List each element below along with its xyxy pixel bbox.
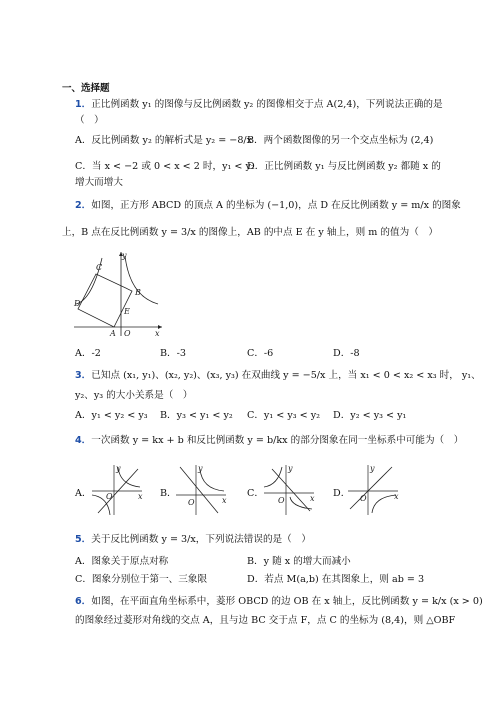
q2-label-y: y bbox=[122, 251, 127, 260]
q3-option-a: A．y₁ < y₂ < y₃ bbox=[75, 410, 148, 421]
q2-square-abcd bbox=[78, 274, 132, 327]
q2-figure bbox=[74, 248, 174, 338]
q2-label-e: E bbox=[124, 307, 130, 316]
q3-line2: y₂、y₃ 的大小关系是（ ） bbox=[75, 390, 193, 401]
q4c-curve-1 bbox=[290, 497, 312, 509]
q5-line1: 关于反比例函数 y = 3/x，下列说法错误的是（ ） bbox=[91, 534, 311, 545]
q4b-curve-1 bbox=[200, 469, 224, 491]
q4-graph-a bbox=[90, 463, 144, 517]
q2-label-o: O bbox=[124, 329, 131, 338]
q2-hyperbola-right bbox=[125, 256, 158, 304]
q5-option-a: A．图象关于原点对称 bbox=[75, 556, 169, 567]
q2-label-x: x bbox=[155, 329, 160, 338]
q1-option-a: A．反比例函数 y₂ 的解析式是 y₂ = −8/x bbox=[75, 135, 253, 146]
q2-label-b: B bbox=[135, 288, 141, 297]
q6-line1: 如图，在平面直角坐标系中，菱形 OBCD 的边 OB 在 x 轴上，反比例函数 y = k/x (x > 0) bbox=[91, 596, 483, 607]
q4b-label-x: x bbox=[222, 496, 227, 505]
q2-label-d: D bbox=[74, 299, 81, 308]
q4-option-b-label: B． bbox=[160, 488, 177, 499]
q4d-label-x: x bbox=[394, 492, 399, 501]
q4-option-c-label: C． bbox=[247, 488, 264, 499]
q3-stem bbox=[75, 369, 481, 382]
q2-option-b: B．-3 bbox=[160, 348, 186, 359]
q4a-label-y: y bbox=[116, 464, 121, 473]
q2-number: 2． bbox=[75, 200, 92, 211]
q3-option-d: D．y₂ < y₃ < y₁ bbox=[333, 410, 407, 421]
q4c-label-x: x bbox=[310, 494, 315, 503]
q4-option-d-label: D． bbox=[333, 488, 351, 499]
q6-line2: 的图象经过菱形对角线的交点 A，且与边 BC 交于点 F，点 C 的坐标为 (8,4)，则 △OBF bbox=[75, 615, 456, 626]
q4b-label-o: O bbox=[188, 498, 195, 507]
q2-option-c: C．-6 bbox=[247, 348, 274, 359]
q5-number: 5． bbox=[75, 534, 92, 545]
q6-number: 6． bbox=[75, 596, 92, 607]
q3-number: 3． bbox=[75, 370, 92, 381]
q5-option-d: D．若点 M(a,b) 在其图象上，则 ab = 3 bbox=[247, 574, 425, 585]
q1-option-d-cont: 增大而增大 bbox=[75, 177, 123, 188]
q1-option-d: D．正比例函数 y₁ 与反比例函数 y₂ 都随 x 的 bbox=[247, 161, 441, 172]
q1-line2: （ ） bbox=[75, 115, 104, 126]
q4-graph-d bbox=[346, 463, 400, 517]
q2-line1: 如图，正方形 ABCD 的顶点 A 的坐标为 (−1,0)，点 D 在反比例函数 y = m/x 的图象 bbox=[91, 200, 461, 211]
q2-label-a: A bbox=[110, 329, 116, 338]
q4-option-a-label: A． bbox=[75, 488, 92, 499]
q1-number: 1． bbox=[75, 99, 92, 110]
q4b-label-y: y bbox=[198, 464, 203, 473]
q4-line1: 一次函数 y = kx + b 和反比例函数 y = b/kx 的部分图象在同一坐标系中可能为（ ） bbox=[91, 435, 464, 446]
q5-stem bbox=[75, 533, 311, 546]
q4a-label-o: O bbox=[106, 492, 113, 501]
q1-line1: 正比例函数 y₁ 的图像与反比例函数 y₂ 的图像相交于点 A(2,4)，下列说法正确的是 bbox=[91, 99, 443, 110]
q2-line2: 上，B 点在反比例函数 y = 3/x 的图像上，AB 的中点 E 在 y 轴上，则 m 的值为（ ） bbox=[62, 227, 438, 238]
q4-graph-c bbox=[262, 463, 316, 517]
q1-stem bbox=[75, 98, 443, 111]
q4a-label-x: x bbox=[138, 492, 143, 501]
q2-label-c: C bbox=[96, 263, 103, 272]
q3-option-c: C．y₁ < y₃ < y₂ bbox=[247, 410, 321, 421]
q2-option-d: D．-8 bbox=[333, 348, 360, 359]
q4-stem bbox=[75, 434, 463, 447]
q2-option-a: A．-2 bbox=[75, 348, 101, 359]
section-title: 一、选择题 bbox=[62, 83, 110, 94]
q4d-line bbox=[350, 467, 392, 509]
q4-number: 4． bbox=[75, 435, 92, 446]
q4c-label-y: y bbox=[288, 464, 293, 473]
q3-option-b: B．y₃ < y₁ < y₂ bbox=[160, 410, 233, 421]
q4-graph-b bbox=[174, 463, 228, 517]
q4c-label-o: O bbox=[278, 496, 285, 505]
q2-stem bbox=[75, 199, 461, 212]
q3-line1: 已知点 (x₁, y₁)、(x₂, y₂)、(x₃, y₃) 在双曲线 y = −5/x 上，当 x₁ < 0 < x₂ < x₃ 时， y₁、 bbox=[91, 370, 481, 381]
q4d-curve-1 bbox=[372, 495, 396, 513]
q5-option-c: C．图象分别位于第一、三象限 bbox=[75, 574, 208, 585]
q6-stem bbox=[75, 595, 483, 608]
q4b-line bbox=[180, 467, 218, 513]
q4d-label-y: y bbox=[370, 464, 375, 473]
q1-option-c: C．当 x < −2 或 0 < x < 2 时，y₁ < y₂ bbox=[75, 161, 255, 172]
q5-option-b: B．y 随 x 的增大而减小 bbox=[247, 556, 351, 567]
q4d-label-o: O bbox=[360, 494, 367, 503]
q1-option-b: B．两个函数图像的另一个交点坐标为 (2,4) bbox=[247, 135, 434, 146]
